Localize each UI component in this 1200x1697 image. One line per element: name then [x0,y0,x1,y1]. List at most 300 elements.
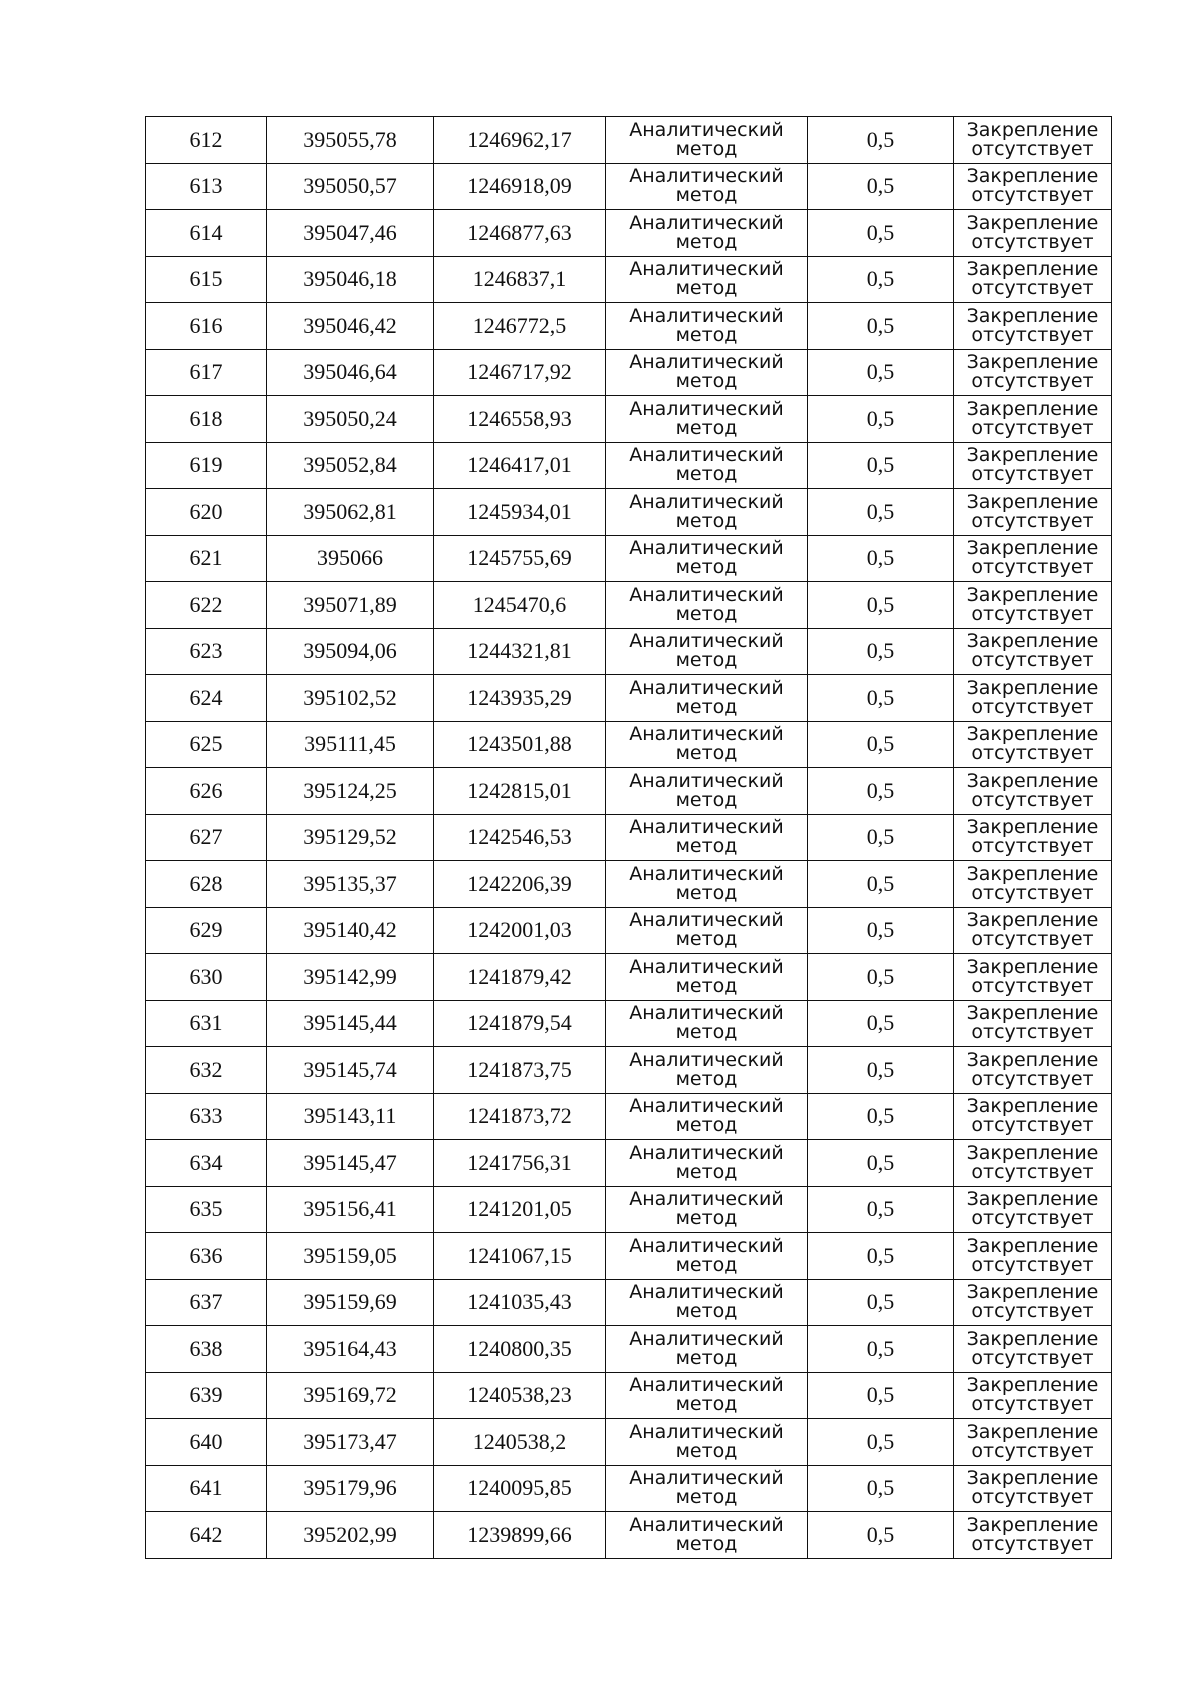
fixation-line2: отсутствует [971,742,1094,765]
y-coordinate-cell: 1245934,01 [434,489,606,536]
table-row [146,721,1112,768]
method-line2: метод [675,1021,738,1044]
fixation-cell [954,1186,1112,1233]
fixation-line1: Закрепление [966,397,1099,420]
fixation-line1: Закрепление [966,304,1099,327]
fixation-line2: отсутствует [971,649,1094,672]
table-row [146,349,1112,396]
method-line1: Аналитический [629,490,784,513]
method-cell [606,628,808,675]
table-row [146,442,1112,489]
y-coordinate-cell: 1242001,03 [434,907,606,954]
accuracy-cell: 0,5 [808,1047,954,1094]
method-cell [606,1186,808,1233]
fixation-cell [954,163,1112,210]
fixation-line2: отсутствует [971,277,1094,300]
method-line2: метод [675,835,738,858]
y-coordinate-cell: 1245755,69 [434,535,606,582]
fixation-line1: Закрепление [966,1188,1099,1211]
y-coordinate-cell: 1244321,81 [434,628,606,675]
fixation-cell [954,1140,1112,1187]
accuracy-cell: 0,5 [808,1233,954,1280]
fixation-line1: Закрепление [966,1327,1099,1350]
method-cell [606,1233,808,1280]
fixation-line1: Закрепление [966,630,1099,653]
y-coordinate-cell: 1245470,6 [434,582,606,629]
point-number-cell: 616 [146,303,267,350]
method-cell [606,1372,808,1419]
method-line2: метод [675,137,738,160]
point-number-cell: 640 [146,1419,267,1466]
fixation-line2: отсутствует [971,788,1094,811]
method-cell [606,954,808,1001]
fixation-line1: Закрепление [966,909,1099,932]
method-line1: Аналитический [629,304,784,327]
fixation-cell [954,582,1112,629]
fixation-cell [954,1047,1112,1094]
method-line2: метод [675,1067,738,1090]
y-coordinate-cell: 1246837,1 [434,256,606,303]
fixation-line2: отсутствует [971,463,1094,486]
method-line1: Аналитический [629,769,784,792]
y-coordinate-cell: 1240538,2 [434,1419,606,1466]
fixation-line1: Закрепление [966,1095,1099,1118]
method-line1: Аналитический [629,444,784,467]
point-number-cell: 629 [146,907,267,954]
table-row [146,814,1112,861]
method-line2: метод [675,1486,738,1509]
x-coordinate-cell: 395159,05 [267,1233,434,1280]
fixation-line1: Закрепление [966,211,1099,234]
x-coordinate-cell: 395156,41 [267,1186,434,1233]
accuracy-cell: 0,5 [808,1000,954,1047]
fixation-line1: Закрепление [966,676,1099,699]
y-coordinate-cell: 1240800,35 [434,1326,606,1373]
x-coordinate-cell: 395140,42 [267,907,434,954]
fixation-line1: Закрепление [966,816,1099,839]
table-row [146,1419,1112,1466]
fixation-line1: Закрепление [966,862,1099,885]
fixation-line1: Закрепление [966,1234,1099,1257]
accuracy-cell: 0,5 [808,954,954,1001]
method-line1: Аналитический [629,1095,784,1118]
fixation-cell [954,1093,1112,1140]
point-number-cell: 612 [146,117,267,164]
fixation-line2: отсутствует [971,695,1094,718]
fixation-line1: Закрепление [966,351,1099,374]
fixation-line1: Закрепление [966,1420,1099,1443]
fixation-cell [954,210,1112,257]
method-line1: Аналитический [629,1281,784,1304]
accuracy-cell: 0,5 [808,535,954,582]
method-line2: метод [675,1114,738,1137]
accuracy-cell: 0,5 [808,210,954,257]
fixation-line1: Закрепление [966,1048,1099,1071]
method-line2: метод [675,463,738,486]
accuracy-cell: 0,5 [808,582,954,629]
fixation-cell [954,535,1112,582]
method-cell [606,1000,808,1047]
fixation-line1: Закрепление [966,444,1099,467]
accuracy-cell: 0,5 [808,1465,954,1512]
y-coordinate-cell: 1246877,63 [434,210,606,257]
x-coordinate-cell: 395173,47 [267,1419,434,1466]
fixation-line1: Закрепление [966,1141,1099,1164]
point-number-cell: 623 [146,628,267,675]
fixation-cell [954,1000,1112,1047]
point-number-cell: 620 [146,489,267,536]
x-coordinate-cell: 395046,64 [267,349,434,396]
method-line1: Аналитический [629,1188,784,1211]
fixation-cell [954,256,1112,303]
method-line1: Аналитический [629,537,784,560]
x-coordinate-cell: 395046,18 [267,256,434,303]
y-coordinate-cell: 1240538,23 [434,1372,606,1419]
x-coordinate-cell: 395055,78 [267,117,434,164]
fixation-line2: отсутствует [971,1532,1094,1555]
method-cell [606,442,808,489]
point-number-cell: 637 [146,1279,267,1326]
fixation-line2: отсутствует [971,928,1094,951]
method-line1: Аналитический [629,630,784,653]
method-cell [606,256,808,303]
accuracy-cell: 0,5 [808,814,954,861]
x-coordinate-cell: 395145,74 [267,1047,434,1094]
fixation-line1: Закрепление [966,1281,1099,1304]
x-coordinate-cell: 395135,37 [267,861,434,908]
fixation-line2: отсутствует [971,1207,1094,1230]
method-cell [606,163,808,210]
fixation-cell [954,1372,1112,1419]
accuracy-cell: 0,5 [808,907,954,954]
fixation-line2: отсутствует [971,1067,1094,1090]
method-cell [606,1047,808,1094]
table-row [146,1093,1112,1140]
point-number-cell: 642 [146,1512,267,1559]
accuracy-cell: 0,5 [808,861,954,908]
method-line2: метод [675,509,738,532]
method-line1: Аналитический [629,909,784,932]
y-coordinate-cell: 1246558,93 [434,396,606,443]
accuracy-cell: 0,5 [808,163,954,210]
method-cell [606,1326,808,1373]
table-row [146,256,1112,303]
x-coordinate-cell: 395062,81 [267,489,434,536]
x-coordinate-cell: 395111,45 [267,721,434,768]
method-line1: Аналитический [629,1374,784,1397]
method-line1: Аналитический [629,583,784,606]
fixation-line2: отсутствует [971,184,1094,207]
method-line1: Аналитический [629,676,784,699]
fixation-line2: отсутствует [971,1393,1094,1416]
accuracy-cell: 0,5 [808,675,954,722]
point-number-cell: 615 [146,256,267,303]
method-line2: метод [675,1207,738,1230]
point-number-cell: 613 [146,163,267,210]
table-row [146,1372,1112,1419]
fixation-line2: отсутствует [971,556,1094,579]
point-number-cell: 636 [146,1233,267,1280]
x-coordinate-cell: 395202,99 [267,1512,434,1559]
method-cell [606,1419,808,1466]
y-coordinate-cell: 1242815,01 [434,768,606,815]
fixation-line2: отсутствует [971,1439,1094,1462]
x-coordinate-cell: 395050,57 [267,163,434,210]
y-coordinate-cell: 1246772,5 [434,303,606,350]
accuracy-cell: 0,5 [808,721,954,768]
table-row [146,1512,1112,1559]
point-number-cell: 617 [146,349,267,396]
table-row [146,768,1112,815]
point-number-cell: 622 [146,582,267,629]
y-coordinate-cell: 1241879,42 [434,954,606,1001]
method-line1: Аналитический [629,1467,784,1490]
y-coordinate-cell: 1242546,53 [434,814,606,861]
table-row [146,1233,1112,1280]
fixation-cell [954,814,1112,861]
table-row [146,907,1112,954]
fixation-line1: Закрепление [966,583,1099,606]
method-line2: метод [675,1532,738,1555]
fixation-cell [954,1512,1112,1559]
point-number-cell: 639 [146,1372,267,1419]
fixation-cell [954,489,1112,536]
point-number-cell: 618 [146,396,267,443]
method-line1: Аналитический [629,397,784,420]
method-line1: Аналитический [629,1141,784,1164]
x-coordinate-cell: 395159,69 [267,1279,434,1326]
point-number-cell: 619 [146,442,267,489]
fixation-line1: Закрепление [966,955,1099,978]
accuracy-cell: 0,5 [808,117,954,164]
method-line2: метод [675,277,738,300]
fixation-cell [954,861,1112,908]
method-line1: Аналитический [629,1002,784,1025]
y-coordinate-cell: 1243501,88 [434,721,606,768]
fixation-line1: Закрепление [966,1374,1099,1397]
x-coordinate-cell: 395169,72 [267,1372,434,1419]
method-line2: метод [675,928,738,951]
fixation-line2: отсутствует [971,323,1094,346]
accuracy-cell: 0,5 [808,303,954,350]
method-line2: метод [675,695,738,718]
table-row [146,628,1112,675]
point-number-cell: 628 [146,861,267,908]
point-number-cell: 641 [146,1465,267,1512]
x-coordinate-cell: 395145,47 [267,1140,434,1187]
method-line2: метод [675,974,738,997]
fixation-cell [954,628,1112,675]
method-cell [606,210,808,257]
method-cell [606,535,808,582]
y-coordinate-cell: 1246717,92 [434,349,606,396]
table-row [146,675,1112,722]
table-row [146,1326,1112,1373]
point-number-cell: 630 [146,954,267,1001]
table-row [146,1279,1112,1326]
x-coordinate-cell: 395071,89 [267,582,434,629]
x-coordinate-cell: 395143,11 [267,1093,434,1140]
method-cell [606,489,808,536]
accuracy-cell: 0,5 [808,1093,954,1140]
y-coordinate-cell: 1241756,31 [434,1140,606,1187]
accuracy-cell: 0,5 [808,349,954,396]
table-row [146,1465,1112,1512]
method-line2: метод [675,742,738,765]
x-coordinate-cell: 395050,24 [267,396,434,443]
fixation-line2: отсутствует [971,974,1094,997]
accuracy-cell: 0,5 [808,396,954,443]
method-cell [606,1140,808,1187]
method-line1: Аналитический [629,816,784,839]
fixation-cell [954,954,1112,1001]
method-line2: метод [675,788,738,811]
y-coordinate-cell: 1246417,01 [434,442,606,489]
accuracy-cell: 0,5 [808,1140,954,1187]
method-line2: метод [675,602,738,625]
fixation-line1: Закрепление [966,490,1099,513]
fixation-line1: Закрепление [966,1002,1099,1025]
accuracy-cell: 0,5 [808,1372,954,1419]
method-line1: Аналитический [629,258,784,281]
accuracy-cell: 0,5 [808,442,954,489]
method-line1: Аналитический [629,118,784,141]
method-line1: Аналитический [629,1048,784,1071]
table-body [146,117,1112,1559]
point-number-cell: 614 [146,210,267,257]
table-row [146,163,1112,210]
method-cell [606,1093,808,1140]
method-line2: метод [675,323,738,346]
accuracy-cell: 0,5 [808,1512,954,1559]
method-line2: метод [675,556,738,579]
fixation-line2: отсутствует [971,370,1094,393]
fixation-cell [954,907,1112,954]
y-coordinate-cell: 1240095,85 [434,1465,606,1512]
method-cell [606,768,808,815]
fixation-line1: Закрепление [966,769,1099,792]
method-line2: метод [675,1300,738,1323]
x-coordinate-cell: 395129,52 [267,814,434,861]
accuracy-cell: 0,5 [808,256,954,303]
accuracy-cell: 0,5 [808,1326,954,1373]
point-number-cell: 625 [146,721,267,768]
table-row [146,535,1112,582]
method-line2: метод [675,881,738,904]
method-line1: Аналитический [629,1327,784,1350]
table-row [146,117,1112,164]
y-coordinate-cell: 1246962,17 [434,117,606,164]
y-coordinate-cell: 1239899,66 [434,1512,606,1559]
method-cell [606,396,808,443]
method-line1: Аналитический [629,165,784,188]
x-coordinate-cell: 395102,52 [267,675,434,722]
y-coordinate-cell: 1242206,39 [434,861,606,908]
x-coordinate-cell: 395145,44 [267,1000,434,1047]
method-line2: метод [675,1393,738,1416]
fixation-line2: отсутствует [971,137,1094,160]
y-coordinate-cell: 1241879,54 [434,1000,606,1047]
y-coordinate-cell: 1241067,15 [434,1233,606,1280]
method-cell [606,303,808,350]
fixation-cell [954,721,1112,768]
x-coordinate-cell: 395142,99 [267,954,434,1001]
accuracy-cell: 0,5 [808,628,954,675]
point-number-cell: 633 [146,1093,267,1140]
point-number-cell: 631 [146,1000,267,1047]
x-coordinate-cell: 395124,25 [267,768,434,815]
method-line2: метод [675,1160,738,1183]
y-coordinate-cell: 1246918,09 [434,163,606,210]
point-number-cell: 632 [146,1047,267,1094]
fixation-line2: отсутствует [971,1114,1094,1137]
fixation-line2: отсутствует [971,1346,1094,1369]
fixation-line1: Закрепление [966,1467,1099,1490]
method-line1: Аналитический [629,351,784,374]
fixation-line2: отсутствует [971,881,1094,904]
method-line2: метод [675,184,738,207]
fixation-cell [954,1326,1112,1373]
point-number-cell: 635 [146,1186,267,1233]
fixation-line2: отсутствует [971,1253,1094,1276]
method-line1: Аналитический [629,211,784,234]
fixation-cell [954,303,1112,350]
accuracy-cell: 0,5 [808,1419,954,1466]
method-line1: Аналитический [629,1420,784,1443]
method-line2: метод [675,230,738,253]
method-cell [606,1279,808,1326]
table-row [146,861,1112,908]
table-row [146,1186,1112,1233]
method-line1: Аналитический [629,1513,784,1536]
point-number-cell: 626 [146,768,267,815]
method-cell [606,675,808,722]
y-coordinate-cell: 1241873,75 [434,1047,606,1094]
method-cell [606,117,808,164]
fixation-cell [954,675,1112,722]
fixation-cell [954,396,1112,443]
method-cell [606,814,808,861]
y-coordinate-cell: 1241873,72 [434,1093,606,1140]
method-line2: метод [675,370,738,393]
fixation-line2: отсутствует [971,1486,1094,1509]
method-cell [606,1465,808,1512]
fixation-line2: отсутствует [971,1160,1094,1183]
method-line2: метод [675,1346,738,1369]
fixation-line1: Закрепление [966,258,1099,281]
accuracy-cell: 0,5 [808,489,954,536]
fixation-line2: отсутствует [971,1021,1094,1044]
fixation-cell [954,1233,1112,1280]
fixation-cell [954,1279,1112,1326]
x-coordinate-cell: 395052,84 [267,442,434,489]
table-row [146,954,1112,1001]
accuracy-cell: 0,5 [808,1186,954,1233]
table-row [146,210,1112,257]
method-line1: Аналитический [629,723,784,746]
method-cell [606,861,808,908]
coordinates-table [145,116,1112,1559]
point-number-cell: 621 [146,535,267,582]
method-line2: метод [675,649,738,672]
method-line2: метод [675,1439,738,1462]
table-row [146,1047,1112,1094]
fixation-cell [954,1465,1112,1512]
fixation-line2: отсутствует [971,1300,1094,1323]
accuracy-cell: 0,5 [808,1279,954,1326]
method-line1: Аналитический [629,955,784,978]
method-cell [606,721,808,768]
